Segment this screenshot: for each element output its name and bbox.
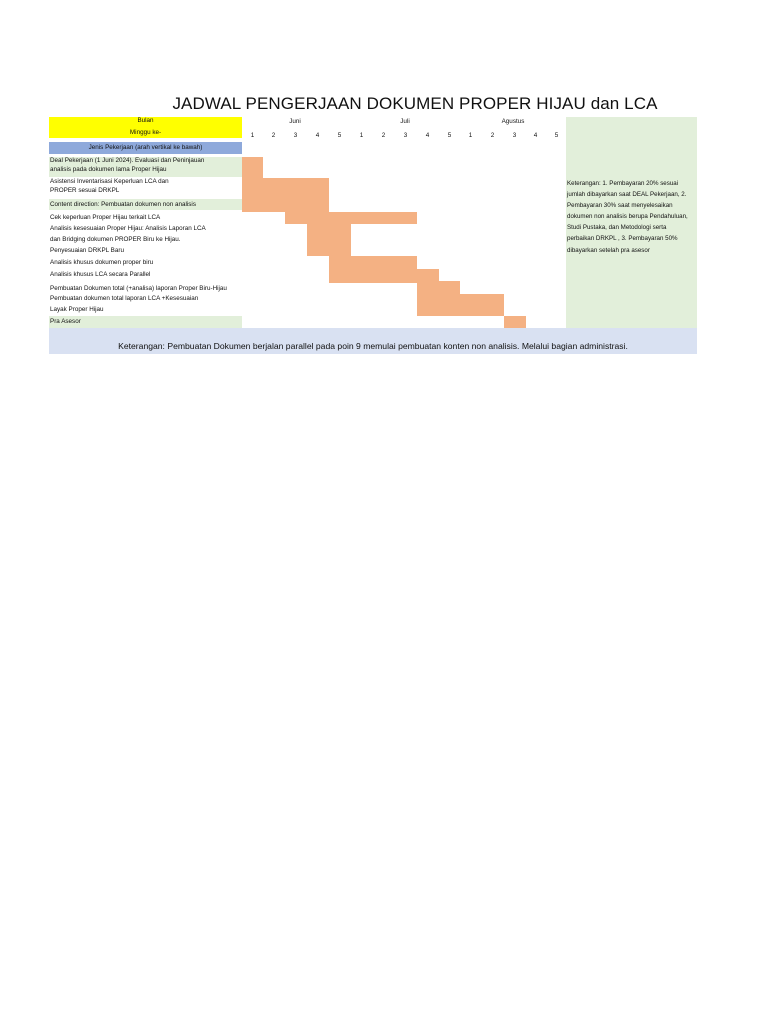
page-title: JADWAL PENGERJAAN DOKUMEN PROPER HIJAU dan LCA <box>172 94 658 113</box>
week-label: 1 <box>468 132 473 139</box>
footer-note: Keterangan: Pembuatan Dokumen berjalan parallel pada poin 9 memulai pembuatan konten non analisis. Melalui bagian administrasi. <box>49 328 697 354</box>
task-label-8: Analisis khusus LCA secara Parallel <box>50 271 151 278</box>
week-label: 4 <box>315 132 320 139</box>
task-label-6: Penyesuaian DRKPL Baru <box>50 247 124 254</box>
week-label: 2 <box>490 132 495 139</box>
payment-note: Keterangan: 1. Pembayaran 20% sesuai jumlah dibayarkan saat DEAL Pekerjaan, 2. Pembayaran 30% saat menyelesaikan dokumen non analisis berupa Pendahuluan, Studi Pustaka, dan Metodologi serta perbaikan DRKPL , 3. Pembayaran 50% dibayarkan setelah pra asesor <box>567 180 688 254</box>
month-juni: Juni <box>289 118 301 125</box>
week-label: 1 <box>359 132 364 139</box>
week-label: 2 <box>381 132 386 139</box>
task-label-10: Pembuatan dokumen total laporan LCA +Kesesuaian Layak Proper Hijau <box>50 295 199 313</box>
minggu-header: Minggu ke- <box>49 127 242 138</box>
week-label: 3 <box>293 132 298 139</box>
jenis-pekerjaan-header: Jenis Pekerjaan (arah vertikal ke bawah) <box>49 142 242 154</box>
week-label: 2 <box>271 132 276 139</box>
gantt-bar-task-4 <box>285 212 417 224</box>
week-label: 5 <box>337 132 342 139</box>
task-label-1: Deal Pekerjaan (1 Juni 2024). Evaluasi dan Peninjauan analisis pada dokumen lama Proper Hijau <box>49 157 242 177</box>
gantt-bar-task-1 <box>242 157 263 178</box>
gantt-bar-task-2-3 <box>242 178 329 212</box>
task-label-3: Content direction: Pembuatan dokumen non analisis <box>49 199 242 210</box>
gantt-bar-task-10 <box>417 294 504 316</box>
week-label: 5 <box>554 132 559 139</box>
month-juli: Juli <box>400 118 410 125</box>
gantt-bar-task-7 <box>329 256 417 269</box>
bulan-header: Bulan <box>49 117 242 127</box>
week-label: 3 <box>403 132 408 139</box>
gantt-sheet <box>49 117 697 354</box>
gantt-bar-task-9 <box>417 281 460 295</box>
task-label-2: Asistensi Inventarisasi Keperluan LCA dan PROPER sesuai DRKPL <box>50 178 169 194</box>
week-label: 4 <box>425 132 430 139</box>
week-label: 1 <box>250 132 255 139</box>
week-label: 4 <box>533 132 538 139</box>
task-label-5: Analisis kesesuaian Proper Hijau: Analisis Laporan LCA dan Bridging dokumen PROPER Biru ke Hijau. <box>50 225 206 243</box>
gantt-bar-task-5-6 <box>307 224 351 256</box>
week-label: 5 <box>447 132 452 139</box>
task-label-11: Pra Asesor <box>49 316 242 328</box>
week-label: 3 <box>512 132 517 139</box>
task-label-9: Pembuatan Dokumen total (+analisa) laporan Proper Biru-Hijau <box>50 285 227 292</box>
task-label-4: Cek keperluan Proper Hijau terkait LCA <box>50 214 161 221</box>
month-agustus: Agustus <box>501 118 525 125</box>
task-label-7: Analisis khusus dokumen proper biru <box>50 259 154 266</box>
gantt-bar-task-11 <box>504 316 526 328</box>
